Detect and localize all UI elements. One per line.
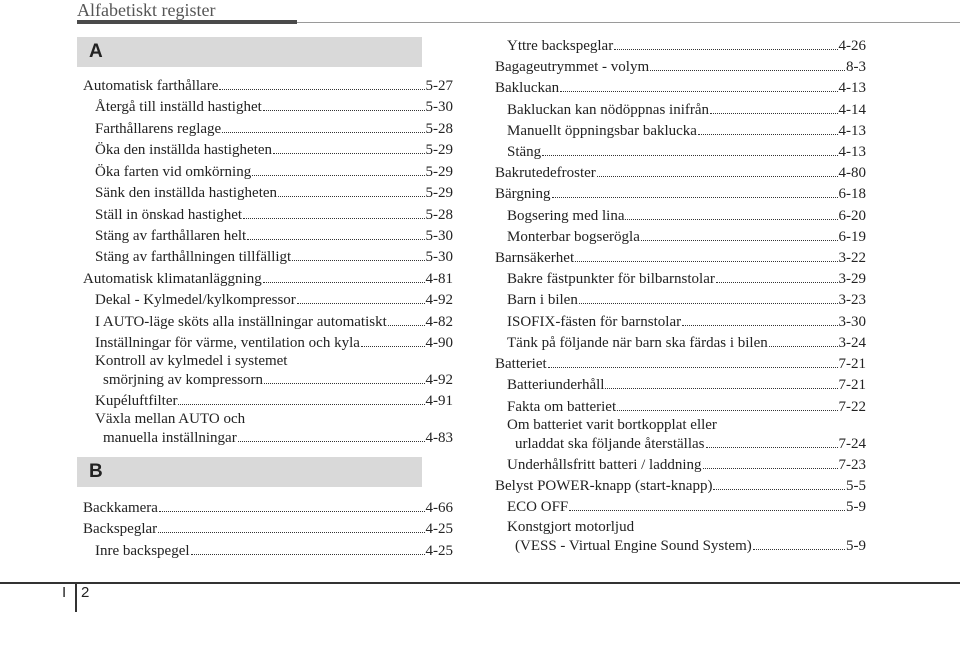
index-entry[interactable]: Automatisk farthållare 5-27 (83, 78, 453, 94)
index-entry[interactable]: Barn i bilen 3-23 (507, 292, 866, 308)
index-entry[interactable]: Bagageutrymmet - volym 8-3 (495, 59, 866, 75)
index-entry[interactable]: Inställningar för värme, ventilation och kyla 4-90 (95, 335, 453, 351)
index-entry[interactable]: urladdat ska följande återställas 7-24 (515, 436, 866, 452)
index-entry[interactable]: Bakluckan 4-13 (495, 80, 866, 96)
index-entry[interactable]: Bärgning 6-18 (495, 186, 866, 202)
index-entry[interactable]: Batteriunderhåll 7-21 (507, 377, 866, 393)
index-entry[interactable]: (VESS - Virtual Engine Sound System) 5-9 (515, 538, 866, 554)
index-entry[interactable]: Tänk på följande när barn ska färdas i bilen 3-24 (507, 335, 866, 351)
index-entry[interactable]: manuella inställningar 4-83 (103, 430, 453, 446)
index-entry-line1: Om batteriet varit bortkopplat eller (507, 417, 717, 433)
index-entry[interactable]: ECO OFF 5-9 (507, 499, 866, 515)
index-entry[interactable]: Öka farten vid omkörning 5-29 (95, 164, 453, 180)
footer-section-label: I (62, 584, 67, 601)
page-header-title: Alfabetiskt register (77, 0, 216, 20)
index-entry[interactable]: Bakre fästpunkter för bilbarnstolar 3-29 (507, 271, 866, 287)
header-rule-thin (297, 22, 960, 23)
section-heading-a: A (77, 37, 422, 67)
index-entry[interactable]: Bakrutedefroster 4-80 (495, 165, 866, 181)
footer-rule (0, 582, 960, 584)
index-entry[interactable]: Sänk den inställda hastigheten 5-29 (95, 185, 453, 201)
index-entry[interactable]: Yttre backspeglar 4-26 (507, 38, 866, 54)
index-entry[interactable]: Manuellt öppningsbar baklucka 4-13 (507, 123, 866, 139)
index-entry-line1: Konstgjort motorljud (507, 519, 635, 535)
index-entry[interactable]: Inre backspegel 4-25 (95, 543, 453, 559)
index-entry[interactable]: Backkamera 4-66 (83, 500, 453, 516)
footer-page-number: 2 (81, 584, 90, 601)
index-entry-line1: Växla mellan AUTO och (95, 411, 246, 427)
index-entry[interactable]: Barnsäkerhet 3-22 (495, 250, 866, 266)
index-entry[interactable]: Monterbar bogserögla 6-19 (507, 229, 866, 245)
index-entry[interactable]: Farthållarens reglage 5-28 (95, 121, 453, 137)
index-entry[interactable]: Batteriet 7-21 (495, 356, 866, 372)
index-entry[interactable]: Öka den inställda hastigheten 5-29 (95, 142, 453, 158)
index-entry[interactable]: Ställ in önskad hastighet 5-28 (95, 207, 453, 223)
index-entry[interactable]: Bogsering med lina 6-20 (507, 208, 866, 224)
index-entry[interactable]: Stäng av farthållaren helt 5-30 (95, 228, 453, 244)
index-entry[interactable]: Stäng 4-13 (507, 144, 866, 160)
index-entry[interactable]: Fakta om batteriet 7-22 (507, 399, 866, 415)
footer-tick (75, 582, 77, 612)
index-entry[interactable]: ISOFIX-fästen för barnstolar 3-30 (507, 314, 866, 330)
index-entry[interactable]: Dekal - Kylmedel/kylkompressor 4-92 (95, 292, 453, 308)
section-heading-b: B (77, 457, 422, 487)
index-entry[interactable]: Belyst POWER-knapp (start-knapp) 5-5 (495, 478, 866, 494)
index-entry[interactable]: I AUTO-läge sköts alla inställningar automatiskt 4-82 (95, 314, 453, 330)
index-entry[interactable]: Stäng av farthållningen tillfälligt 5-30 (95, 249, 453, 265)
index-entry[interactable]: Kupéluftfilter 4-91 (95, 393, 453, 409)
index-entry[interactable]: Underhållsfritt batteri / laddning 7-23 (507, 457, 866, 473)
header-rule (77, 20, 297, 24)
index-entry[interactable]: Återgå till inställd hastighet 5-30 (95, 99, 453, 115)
index-entry[interactable]: Bakluckan kan nödöppnas inifrån 4-14 (507, 102, 866, 118)
index-entry[interactable]: smörjning av kompressorn 4-92 (103, 372, 453, 388)
index-entry[interactable]: Backspeglar 4-25 (83, 521, 453, 537)
index-entry[interactable]: Automatisk klimatanläggning 4-81 (83, 271, 453, 287)
index-entry-line1: Kontroll av kylmedel i systemet (95, 353, 288, 369)
